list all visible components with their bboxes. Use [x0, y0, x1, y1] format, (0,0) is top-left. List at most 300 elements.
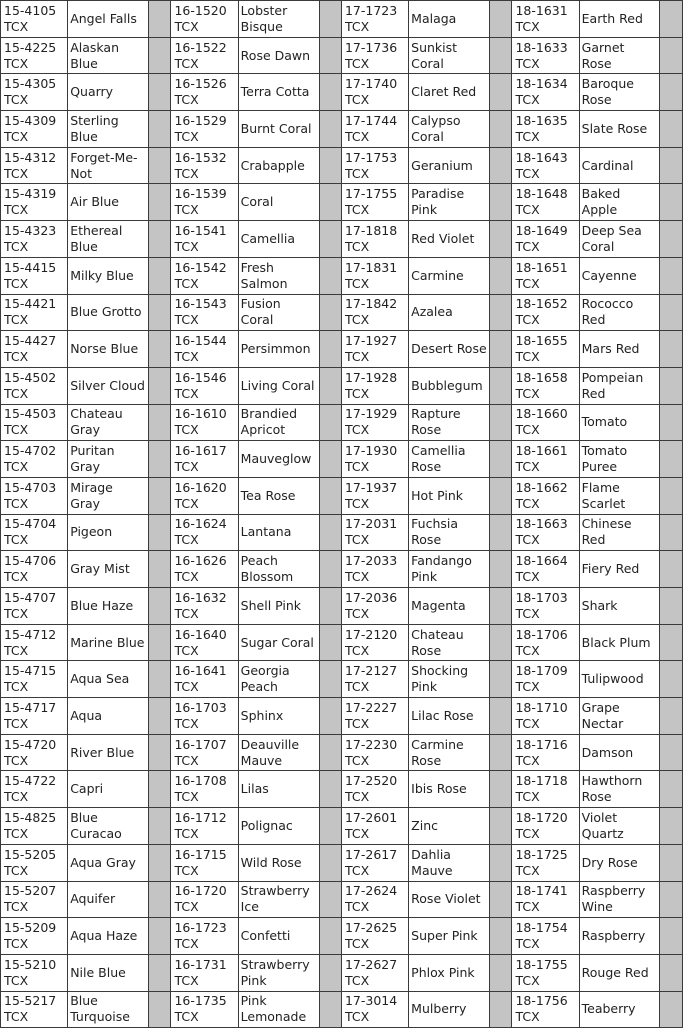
color-code-cell: 17-3014 TCX: [341, 991, 408, 1028]
color-name-cell: Garnet Rose: [579, 37, 659, 74]
color-swatch-cell: [149, 514, 171, 551]
color-name-cell: Shark: [579, 588, 659, 625]
color-swatch-cell: [149, 441, 171, 478]
color-name-cell: Sphinx: [238, 698, 319, 735]
color-code-cell: 17-1740 TCX: [341, 74, 408, 111]
color-swatch-cell: [149, 734, 171, 771]
table-row: [1, 551, 683, 588]
color-swatch-cell: [490, 37, 512, 74]
color-name-cell: Zinc: [409, 808, 490, 845]
color-code-cell: 17-1753 TCX: [341, 147, 408, 184]
color-swatch-cell: [490, 404, 512, 441]
color-swatch-cell: [490, 844, 512, 881]
color-swatch-cell: [149, 624, 171, 661]
color-swatch-cell: [319, 844, 341, 881]
color-name-cell: Pompeian Red: [579, 367, 659, 404]
color-name-cell: Fuchsia Rose: [409, 514, 490, 551]
color-swatch-cell: [319, 1, 341, 38]
color-name-cell: Strawberry Pink: [238, 954, 319, 991]
color-swatch-cell: [659, 844, 682, 881]
color-swatch-cell: [149, 918, 171, 955]
color-swatch-cell: [659, 551, 682, 588]
table-row: [1, 918, 683, 955]
color-name-cell: Paradise Pink: [409, 184, 490, 221]
table-row: [1, 221, 683, 258]
table-row: [1, 734, 683, 771]
color-name-cell: Alaskan Blue: [68, 37, 149, 74]
color-code-cell: 15-5210 TCX: [1, 954, 68, 991]
table-row: [1, 147, 683, 184]
color-name-cell: Hawthorn Rose: [579, 771, 659, 808]
color-name-cell: Violet Quartz: [579, 808, 659, 845]
color-swatch-cell: [659, 477, 682, 514]
color-swatch-cell: [149, 331, 171, 368]
color-swatch-cell: [659, 257, 682, 294]
color-code-cell: 16-1620 TCX: [171, 477, 238, 514]
color-code-cell: 17-2601 TCX: [341, 808, 408, 845]
color-name-cell: Rose Violet: [409, 881, 490, 918]
color-swatch-cell: [319, 808, 341, 845]
color-swatch-cell: [490, 294, 512, 331]
color-code-cell: 16-1641 TCX: [171, 661, 238, 698]
color-name-cell: Lobster Bisque: [238, 1, 319, 38]
color-code-cell: 18-1658 TCX: [512, 367, 579, 404]
color-swatch-cell: [319, 257, 341, 294]
color-code-cell: 15-4312 TCX: [1, 147, 68, 184]
color-name-cell: Bubblegum: [409, 367, 490, 404]
color-code-cell: 17-2227 TCX: [341, 698, 408, 735]
color-code-cell: 17-2520 TCX: [341, 771, 408, 808]
table-row: [1, 514, 683, 551]
color-swatch-cell: [319, 367, 341, 404]
color-swatch-cell: [319, 551, 341, 588]
color-name-cell: Lantana: [238, 514, 319, 551]
color-code-cell: 17-2031 TCX: [341, 514, 408, 551]
color-code-cell: 16-1520 TCX: [171, 1, 238, 38]
color-name-cell: Camellia Rose: [409, 441, 490, 478]
color-name-cell: Blue Grotto: [68, 294, 149, 331]
table-row: [1, 698, 683, 735]
color-code-cell: 18-1648 TCX: [512, 184, 579, 221]
color-name-cell: Air Blue: [68, 184, 149, 221]
color-swatch-cell: [659, 771, 682, 808]
table-row: [1, 844, 683, 881]
color-swatch-cell: [490, 367, 512, 404]
table-row: [1, 808, 683, 845]
color-swatch-cell: [319, 477, 341, 514]
color-name-cell: Tea Rose: [238, 477, 319, 514]
color-code-cell: 15-4323 TCX: [1, 221, 68, 258]
color-swatch-cell: [490, 954, 512, 991]
color-name-cell: Fandango Pink: [409, 551, 490, 588]
color-swatch-cell: [659, 404, 682, 441]
color-swatch-cell: [490, 477, 512, 514]
color-swatch-cell: [319, 221, 341, 258]
table-row: [1, 331, 683, 368]
color-code-cell: 16-1546 TCX: [171, 367, 238, 404]
color-swatch-cell: [490, 734, 512, 771]
color-code-cell: 17-2230 TCX: [341, 734, 408, 771]
color-name-cell: Phlox Pink: [409, 954, 490, 991]
color-name-cell: Fiery Red: [579, 551, 659, 588]
color-name-cell: River Blue: [68, 734, 149, 771]
color-code-cell: 15-5209 TCX: [1, 918, 68, 955]
color-code-cell: 18-1643 TCX: [512, 147, 579, 184]
color-swatch-cell: [490, 991, 512, 1028]
color-name-cell: Chateau Rose: [409, 624, 490, 661]
color-name-cell: Sugar Coral: [238, 624, 319, 661]
color-code-cell: 16-1720 TCX: [171, 881, 238, 918]
color-name-cell: Forget-Me-Not: [68, 147, 149, 184]
color-name-cell: Blue Haze: [68, 588, 149, 625]
color-code-cell: 15-4305 TCX: [1, 74, 68, 111]
color-name-cell: Tulipwood: [579, 661, 659, 698]
color-code-cell: 18-1720 TCX: [512, 808, 579, 845]
color-swatch-cell: [659, 661, 682, 698]
color-name-cell: Gray Mist: [68, 551, 149, 588]
color-code-cell: 18-1709 TCX: [512, 661, 579, 698]
color-code-cell: 15-4717 TCX: [1, 698, 68, 735]
color-code-cell: 16-1731 TCX: [171, 954, 238, 991]
color-code-cell: 17-1744 TCX: [341, 111, 408, 148]
color-swatch-cell: [490, 147, 512, 184]
color-swatch-cell: [490, 588, 512, 625]
color-name-cell: Mirage Gray: [68, 477, 149, 514]
color-code-cell: 16-1735 TCX: [171, 991, 238, 1028]
color-code-cell: 17-2627 TCX: [341, 954, 408, 991]
color-code-cell: 15-4715 TCX: [1, 661, 68, 698]
color-code-cell: 15-5205 TCX: [1, 844, 68, 881]
color-code-cell: 17-1929 TCX: [341, 404, 408, 441]
color-swatch-cell: [490, 1, 512, 38]
color-code-cell: 15-5207 TCX: [1, 881, 68, 918]
color-swatch-cell: [319, 184, 341, 221]
color-code-cell: 15-4105 TCX: [1, 1, 68, 38]
color-swatch-cell: [149, 551, 171, 588]
color-code-cell: 18-1635 TCX: [512, 111, 579, 148]
table-row: [1, 588, 683, 625]
color-code-cell: 16-1708 TCX: [171, 771, 238, 808]
color-code-cell: 16-1529 TCX: [171, 111, 238, 148]
color-code-cell: 15-4825 TCX: [1, 808, 68, 845]
color-code-cell: 17-1930 TCX: [341, 441, 408, 478]
color-name-cell: Quarry: [68, 74, 149, 111]
color-code-cell: 18-1651 TCX: [512, 257, 579, 294]
color-name-cell: Baked Apple: [579, 184, 659, 221]
color-name-cell: Deauville Mauve: [238, 734, 319, 771]
color-name-cell: Burnt Coral: [238, 111, 319, 148]
color-code-cell: 15-4707 TCX: [1, 588, 68, 625]
color-swatch-cell: [659, 221, 682, 258]
color-swatch-cell: [659, 294, 682, 331]
color-code-cell: 16-1522 TCX: [171, 37, 238, 74]
color-swatch-cell: [490, 221, 512, 258]
color-code-cell: 18-1652 TCX: [512, 294, 579, 331]
color-swatch-cell: [490, 514, 512, 551]
color-name-cell: Norse Blue: [68, 331, 149, 368]
color-code-cell: 18-1716 TCX: [512, 734, 579, 771]
color-code-cell: 17-2625 TCX: [341, 918, 408, 955]
color-name-cell: Cardinal: [579, 147, 659, 184]
color-code-cell: 18-1663 TCX: [512, 514, 579, 551]
color-code-cell: 16-1624 TCX: [171, 514, 238, 551]
color-code-cell: 17-2617 TCX: [341, 844, 408, 881]
color-name-cell: Chateau Gray: [68, 404, 149, 441]
color-swatch-cell: [659, 954, 682, 991]
color-name-cell: Baroque Rose: [579, 74, 659, 111]
color-swatch-cell: [149, 147, 171, 184]
color-code-cell: 17-1818 TCX: [341, 221, 408, 258]
color-swatch-cell: [319, 624, 341, 661]
color-code-cell: 16-1626 TCX: [171, 551, 238, 588]
color-code-cell: 16-1703 TCX: [171, 698, 238, 735]
color-code-cell: 18-1755 TCX: [512, 954, 579, 991]
color-swatch-cell: [659, 698, 682, 735]
color-swatch-cell: [319, 404, 341, 441]
color-swatch-cell: [149, 661, 171, 698]
table-row: [1, 477, 683, 514]
color-swatch-cell: [490, 881, 512, 918]
color-code-cell: 15-4720 TCX: [1, 734, 68, 771]
table-row: [1, 74, 683, 111]
color-swatch-cell: [149, 1, 171, 38]
color-swatch-cell: [490, 808, 512, 845]
color-code-cell: 15-4502 TCX: [1, 367, 68, 404]
color-swatch-cell: [659, 881, 682, 918]
color-name-cell: Dry Rose: [579, 844, 659, 881]
color-name-cell: Magenta: [409, 588, 490, 625]
color-code-cell: 15-4309 TCX: [1, 111, 68, 148]
color-code-cell: 15-5217 TCX: [1, 991, 68, 1028]
color-swatch-cell: [319, 954, 341, 991]
color-swatch-cell: [149, 954, 171, 991]
color-swatch-cell: [319, 661, 341, 698]
color-name-cell: Tomato Puree: [579, 441, 659, 478]
color-name-cell: Black Plum: [579, 624, 659, 661]
color-swatch-cell: [149, 257, 171, 294]
color-name-cell: Cayenne: [579, 257, 659, 294]
color-name-cell: Persimmon: [238, 331, 319, 368]
color-name-cell: Rococco Red: [579, 294, 659, 331]
color-name-cell: Blue Curacao: [68, 808, 149, 845]
color-swatch-cell: [149, 37, 171, 74]
color-swatch-cell: [319, 37, 341, 74]
color-name-cell: Pink Lemonade: [238, 991, 319, 1028]
color-swatch-cell: [659, 734, 682, 771]
color-name-cell: Rapture Rose: [409, 404, 490, 441]
color-name-cell: Wild Rose: [238, 844, 319, 881]
color-name-cell: Shocking Pink: [409, 661, 490, 698]
color-code-cell: 15-4702 TCX: [1, 441, 68, 478]
color-swatch-cell: [659, 74, 682, 111]
color-swatch-cell: [490, 918, 512, 955]
color-swatch-cell: [149, 844, 171, 881]
color-name-cell: Confetti: [238, 918, 319, 955]
color-code-cell: 16-1532 TCX: [171, 147, 238, 184]
color-code-cell: 17-2036 TCX: [341, 588, 408, 625]
color-swatch-cell: [149, 808, 171, 845]
color-code-cell: 18-1754 TCX: [512, 918, 579, 955]
color-swatch-cell: [659, 184, 682, 221]
color-name-cell: Rouge Red: [579, 954, 659, 991]
color-code-cell: 18-1703 TCX: [512, 588, 579, 625]
color-name-cell: Georgia Peach: [238, 661, 319, 698]
color-code-cell: 16-1617 TCX: [171, 441, 238, 478]
color-name-cell: Deep Sea Coral: [579, 221, 659, 258]
color-code-cell: 18-1741 TCX: [512, 881, 579, 918]
table-row: [1, 881, 683, 918]
table-row: [1, 367, 683, 404]
color-code-cell: 18-1633 TCX: [512, 37, 579, 74]
color-swatch-cell: [659, 1, 682, 38]
table-row: [1, 991, 683, 1028]
color-swatch-cell: [319, 111, 341, 148]
color-swatch-cell: [319, 771, 341, 808]
color-swatch-cell: [490, 111, 512, 148]
color-code-cell: 17-1937 TCX: [341, 477, 408, 514]
color-swatch-cell: [149, 294, 171, 331]
color-name-cell: Puritan Gray: [68, 441, 149, 478]
color-swatch-cell: [659, 331, 682, 368]
color-swatch-cell: [490, 551, 512, 588]
color-code-cell: 16-1543 TCX: [171, 294, 238, 331]
color-name-cell: Flame Scarlet: [579, 477, 659, 514]
color-name-cell: Aqua Haze: [68, 918, 149, 955]
color-swatch-cell: [659, 147, 682, 184]
color-name-cell: Damson: [579, 734, 659, 771]
color-code-cell: 18-1662 TCX: [512, 477, 579, 514]
color-swatch-cell: [659, 918, 682, 955]
table-row: [1, 404, 683, 441]
color-code-cell: 16-1526 TCX: [171, 74, 238, 111]
color-name-cell: Chinese Red: [579, 514, 659, 551]
color-name-cell: Pigeon: [68, 514, 149, 551]
color-swatch-cell: [659, 111, 682, 148]
table-row: [1, 771, 683, 808]
color-swatch-cell: [319, 331, 341, 368]
color-name-cell: Raspberry Wine: [579, 881, 659, 918]
color-name-cell: Marine Blue: [68, 624, 149, 661]
table-row: [1, 954, 683, 991]
color-code-cell: 15-4722 TCX: [1, 771, 68, 808]
color-name-cell: Earth Red: [579, 1, 659, 38]
color-swatch-cell: [659, 588, 682, 625]
color-name-cell: Aquifer: [68, 881, 149, 918]
color-name-cell: Coral: [238, 184, 319, 221]
color-swatch-cell: [490, 257, 512, 294]
color-name-cell: Claret Red: [409, 74, 490, 111]
color-swatch-cell: [490, 331, 512, 368]
table-row: [1, 257, 683, 294]
color-code-cell: 18-1756 TCX: [512, 991, 579, 1028]
color-swatch-cell: [490, 184, 512, 221]
color-code-cell: 18-1649 TCX: [512, 221, 579, 258]
color-code-cell: 18-1718 TCX: [512, 771, 579, 808]
color-swatch-cell: [659, 367, 682, 404]
color-code-cell: 16-1541 TCX: [171, 221, 238, 258]
color-name-cell: Lilac Rose: [409, 698, 490, 735]
color-swatch-cell: [319, 588, 341, 625]
color-code-cell: 17-1736 TCX: [341, 37, 408, 74]
color-code-cell: 17-1723 TCX: [341, 1, 408, 38]
color-name-cell: Fresh Salmon: [238, 257, 319, 294]
color-code-cell: 15-4319 TCX: [1, 184, 68, 221]
color-swatch-cell: [659, 991, 682, 1028]
color-name-cell: Lilas: [238, 771, 319, 808]
color-code-cell: 16-1610 TCX: [171, 404, 238, 441]
color-name-cell: Terra Cotta: [238, 74, 319, 111]
color-name-cell: Rose Dawn: [238, 37, 319, 74]
table-row: [1, 37, 683, 74]
color-name-cell: Ethereal Blue: [68, 221, 149, 258]
color-code-cell: 15-4421 TCX: [1, 294, 68, 331]
color-code-cell: 18-1710 TCX: [512, 698, 579, 735]
color-code-cell: 17-1755 TCX: [341, 184, 408, 221]
color-swatch-cell: [319, 74, 341, 111]
color-swatch-cell: [149, 588, 171, 625]
color-name-cell: Calypso Coral: [409, 111, 490, 148]
color-code-cell: 15-4704 TCX: [1, 514, 68, 551]
color-swatch-cell: [319, 881, 341, 918]
color-code-cell: 16-1712 TCX: [171, 808, 238, 845]
color-name-cell: Sunkist Coral: [409, 37, 490, 74]
color-name-cell: Aqua Sea: [68, 661, 149, 698]
color-code-cell: 15-4712 TCX: [1, 624, 68, 661]
color-swatch-cell: [659, 37, 682, 74]
color-name-cell: Capri: [68, 771, 149, 808]
table-row: [1, 111, 683, 148]
color-name-cell: Angel Falls: [68, 1, 149, 38]
color-swatch-cell: [149, 184, 171, 221]
color-code-cell: 17-2127 TCX: [341, 661, 408, 698]
color-name-cell: Slate Rose: [579, 111, 659, 148]
color-name-cell: Strawberry Ice: [238, 881, 319, 918]
table-row: [1, 294, 683, 331]
color-swatch-cell: [149, 404, 171, 441]
color-code-cell: 18-1631 TCX: [512, 1, 579, 38]
color-name-cell: Tomato: [579, 404, 659, 441]
color-swatch-cell: [149, 991, 171, 1028]
color-swatch-cell: [659, 808, 682, 845]
color-name-cell: Silver Cloud: [68, 367, 149, 404]
color-swatch-cell: [490, 441, 512, 478]
color-name-cell: Aqua Gray: [68, 844, 149, 881]
color-name-cell: Fusion Coral: [238, 294, 319, 331]
color-name-cell: Geranium: [409, 147, 490, 184]
color-name-cell: Mauveglow: [238, 441, 319, 478]
color-swatch-cell: [490, 771, 512, 808]
color-name-cell: Brandied Apricot: [238, 404, 319, 441]
table-row: [1, 1, 683, 38]
color-code-cell: 17-2624 TCX: [341, 881, 408, 918]
color-code-cell: 17-2120 TCX: [341, 624, 408, 661]
color-name-cell: Super Pink: [409, 918, 490, 955]
color-name-cell: Camellia: [238, 221, 319, 258]
color-swatch-cell: [490, 661, 512, 698]
color-code-cell: 16-1544 TCX: [171, 331, 238, 368]
table-row: [1, 184, 683, 221]
color-name-cell: Blue Turquoise: [68, 991, 149, 1028]
table-row: [1, 441, 683, 478]
color-code-cell: 18-1725 TCX: [512, 844, 579, 881]
color-code-cell: 16-1715 TCX: [171, 844, 238, 881]
color-code-cell: 15-4706 TCX: [1, 551, 68, 588]
color-code-cell: 17-1831 TCX: [341, 257, 408, 294]
color-name-cell: Peach Blossom: [238, 551, 319, 588]
color-name-cell: Nile Blue: [68, 954, 149, 991]
color-swatch-cell: [319, 698, 341, 735]
color-swatch-cell: [659, 514, 682, 551]
